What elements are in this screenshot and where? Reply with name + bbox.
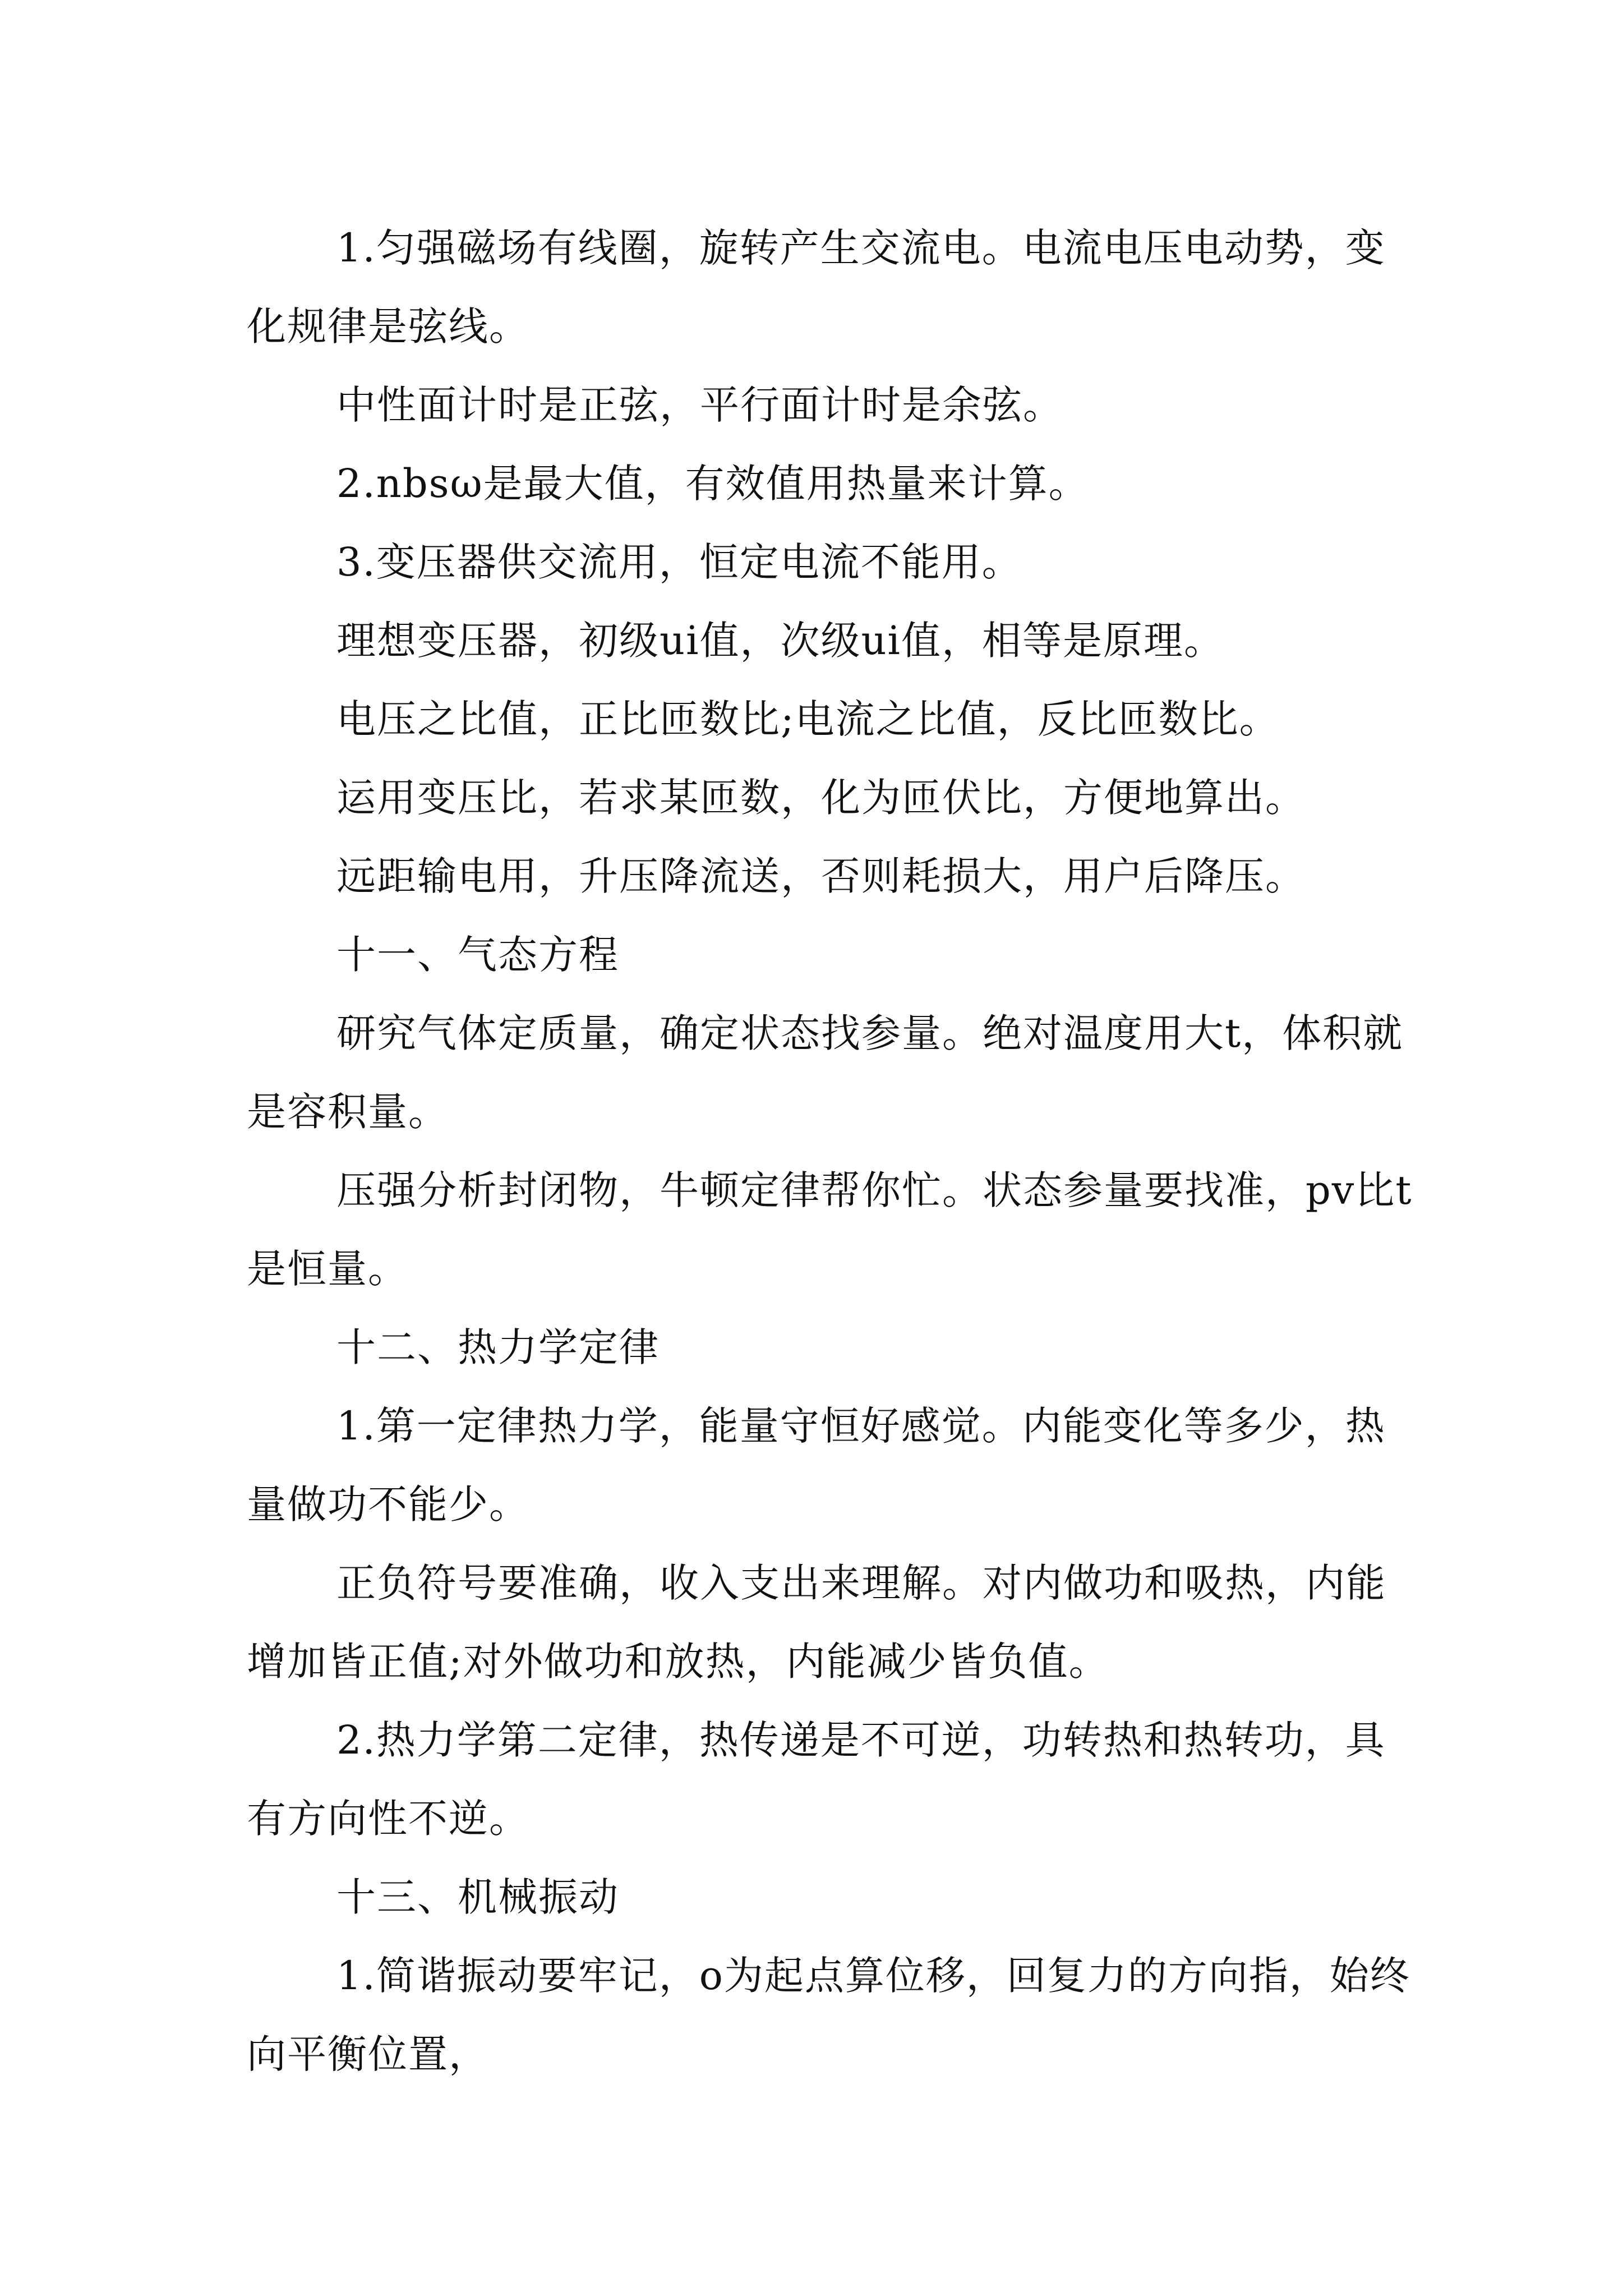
document-body <box>247 209 1413 2093</box>
paragraph-10: 压强分析封闭物，牛顿定律帮你忙。状态参量要找准，pv比t是恒量。 <box>247 1167 1413 1292</box>
paragraph-9: 研究气体定质量，确定状态找参量。绝对温度用大t，体积就是容积量。 <box>247 1010 1404 1135</box>
paragraph-4: 3.变压器供交流用，恒定电流不能用。 <box>336 539 1022 585</box>
paragraph-3: 2.nbsω是最大值，有效值用热量来计算。 <box>336 461 1089 507</box>
paragraph-7: 运用变压比，若求某匝数，化为匝伏比，方便地算出。 <box>336 775 1306 821</box>
paragraph-11: 1.第一定律热力学，能量守恒好感觉。内能变化等多少，热量做功不能少。 <box>247 1403 1386 1527</box>
paragraph-8: 远距输电用，升压降流送，否则耗损大，用户后降压。 <box>336 853 1306 899</box>
paragraph-12: 正负符号要准确，收入支出来理解。对内做功和吸热，内能增加皆正值;对外做功和放热，内能减少皆负值。 <box>247 1560 1386 1685</box>
section-heading-11: 十一、气态方程 <box>336 932 619 978</box>
section-heading-13: 十三、机械振动 <box>336 1874 619 1920</box>
section-heading-12: 十二、热力学定律 <box>336 1324 660 1370</box>
paragraph-2: 中性面计时是正弦，平行面计时是余弦。 <box>336 382 1063 428</box>
paragraph-14: 1.简谐振动要牢记，o为起点算位移，回复力的方向指，始终向平衡位置， <box>247 1953 1410 2077</box>
paragraph-5: 理想变压器，初级ui值，次级ui值，相等是原理。 <box>336 618 1224 664</box>
paragraph-6: 电压之比值，正比匝数比;电流之比值，反比匝数比。 <box>336 696 1280 742</box>
paragraph-1: 1.匀强磁场有线圈，旋转产生交流电。电流电压电动势，变化规律是弦线。 <box>247 225 1386 349</box>
paragraph-13: 2.热力学第二定律，热传递是不可逆，功转热和热转功，具有方向性不逆。 <box>247 1717 1386 1842</box>
